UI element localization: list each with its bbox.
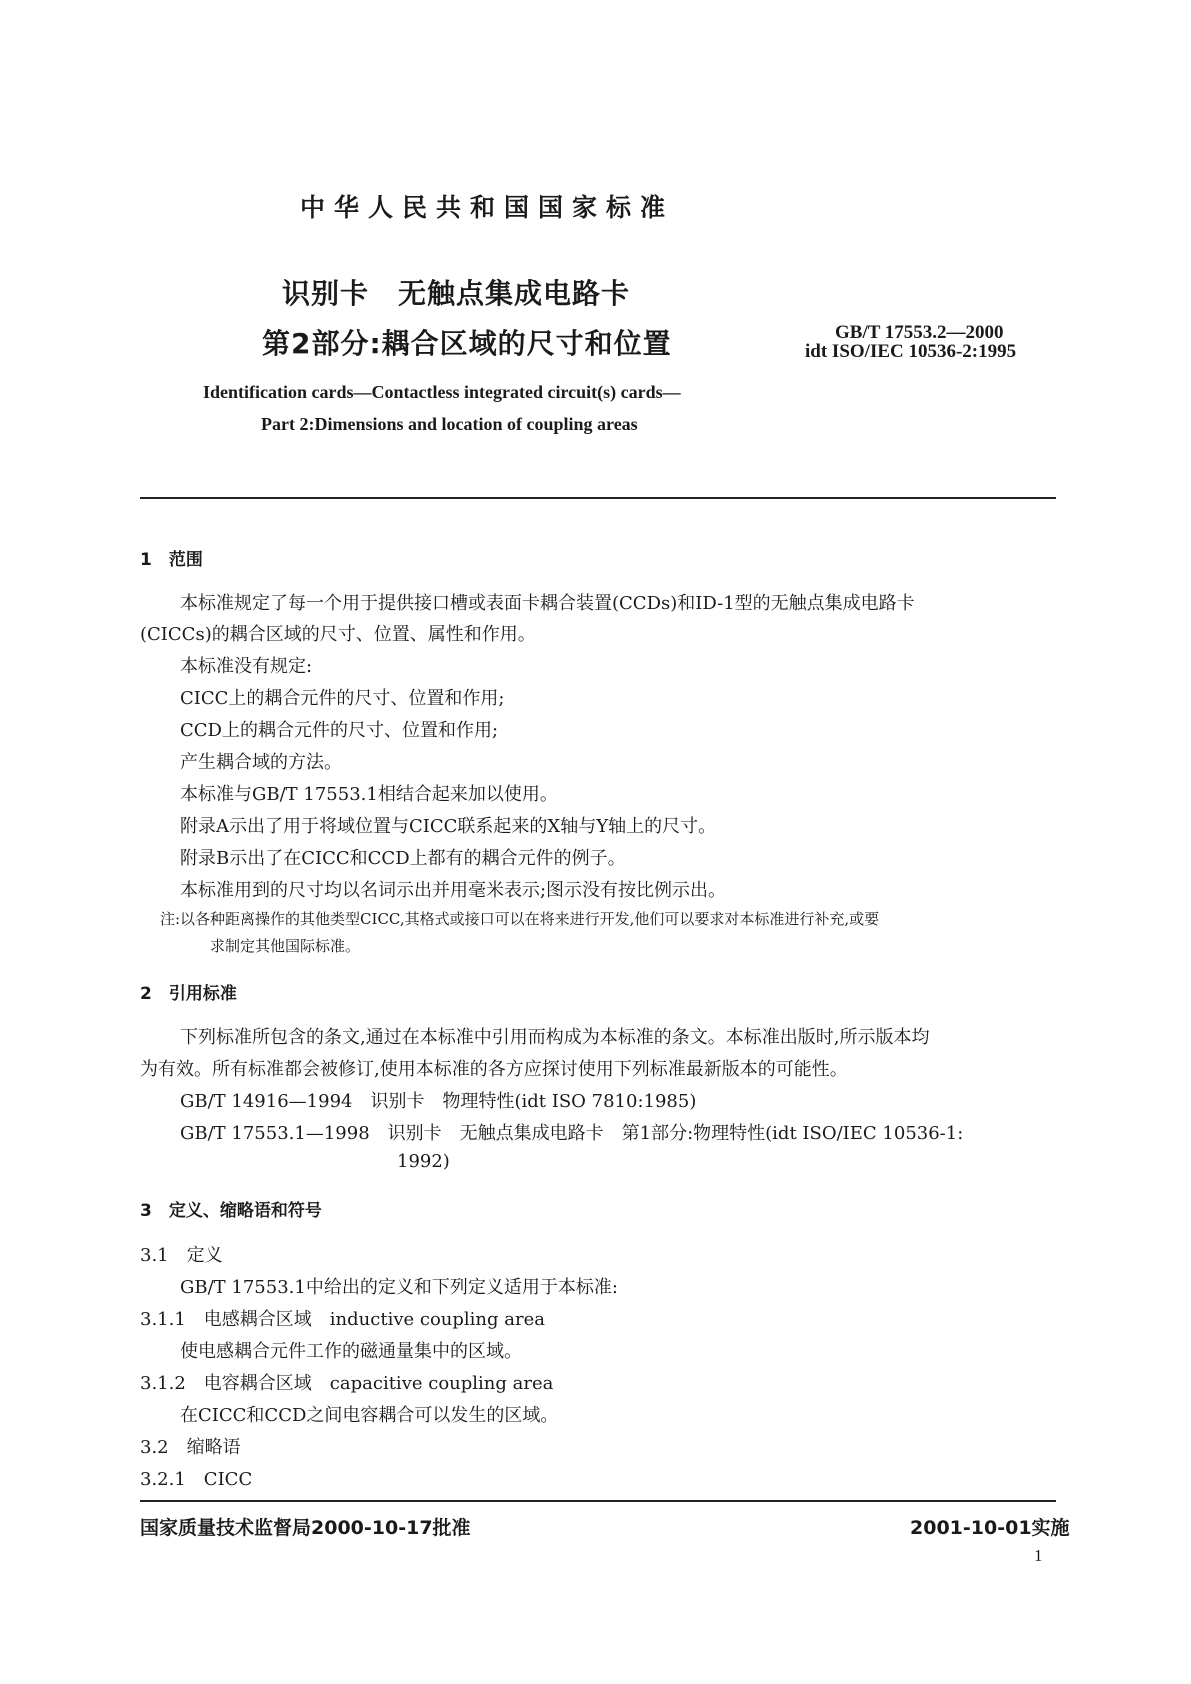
section-3-1-text: GB/T 17553.1中给出的定义和下列定义适用于本标准: [180,1277,618,1298]
not-specified-intro: 本标准没有规定: [180,656,313,677]
standard-code: GB/T 17553.2—2000 [835,322,1004,343]
annex-a-statement: 附录A示出了用于将域位置与CICC联系起来的X轴与Y轴上的尺寸。 [180,816,717,837]
reference-2-line1: GB/T 17553.1—1998 识别卡 无触点集成电路卡 第1部分:物理特性(idt ISO/IEC 10536-1: [180,1123,964,1144]
section-1-para-line2: (CICCs)的耦合区域的尺寸、位置、属性和作用。 [140,624,536,645]
section-3-1-heading: 3.1 定义 [140,1245,223,1266]
national-standard-label: 中华人民共和国国家标准 [300,193,675,222]
not-specified-item-3: 产生耦合域的方法。 [180,752,342,773]
section-3-1-2-heading: 3.1.2 电容耦合区域 capacitive coupling area [140,1373,554,1394]
section-2-heading: 2 引用标准 [140,984,237,1004]
dimensions-statement: 本标准用到的尺寸均以名词示出并用毫米表示;图示没有按比例示出。 [180,880,727,901]
document-title-line2: 第2部分:耦合区域的尺寸和位置 [262,327,672,360]
footer-divider [140,1500,1056,1502]
english-title-line2: Part 2:Dimensions and location of coupling areas [261,414,638,434]
section-3-1-2-text: 在CICC和CCD之间电容耦合可以发生的区域。 [180,1405,559,1426]
document-title-line1: 识别卡 无触点集成电路卡 [282,277,631,310]
reference-1: GB/T 14916—1994 识别卡 物理特性(idt ISO 7810:1985) [180,1091,697,1112]
not-specified-item-1: CICC上的耦合元件的尺寸、位置和作用; [180,688,505,709]
annex-b-statement: 附录B示出了在CICC和CCD上都有的耦合元件的例子。 [180,848,626,869]
section-1-para-line1: 本标准规定了每一个用于提供接口槽或表面卡耦合装置(CCDs)和ID-1型的无触点集成电路卡 [180,593,915,614]
section-2-para-line1: 下列标准所包含的条文,通过在本标准中引用而构成为本标准的条文。本标准出版时,所示版本均 [180,1027,930,1048]
approval-date: 国家质量技术监督局2000-10-17批准 [140,1517,471,1539]
note-line2: 求制定其他国际标准。 [210,937,361,955]
section-3-2-1-heading: 3.2.1 CICC [140,1469,253,1490]
section-3-1-1-text: 使电感耦合元件工作的磁通量集中的区域。 [180,1341,522,1362]
section-2-para-line2: 为有效。所有标准都会被修订,使用本标准的各方应探讨使用下列标准最新版本的可能性。 [140,1059,848,1080]
not-specified-item-2: CCD上的耦合元件的尺寸、位置和作用; [180,720,499,741]
section-3-heading: 3 定义、缩略语和符号 [140,1201,322,1221]
note-line1: 注:以各种距离操作的其他类型CICC,其格式或接口可以在将来进行开发,他们可以要求对本标准进行补充,或要 [160,910,880,928]
iso-equivalence-code: idt ISO/IEC 10536-2:1995 [805,341,1017,362]
section-1-heading: 1 范围 [140,550,203,570]
reference-2-line2: 1992) [397,1151,450,1172]
usage-statement: 本标准与GB/T 17553.1相结合起来加以使用。 [180,784,558,805]
header-divider [140,497,1056,499]
page-number: 1 [1034,1546,1043,1565]
implementation-date: 2001-10-01实施 [910,1517,1070,1539]
section-3-1-1-heading: 3.1.1 电感耦合区域 inductive coupling area [140,1309,545,1330]
english-title-line1: Identification cards—Contactless integrated circuit(s) cards— [203,382,681,402]
section-3-2-heading: 3.2 缩略语 [140,1437,241,1458]
